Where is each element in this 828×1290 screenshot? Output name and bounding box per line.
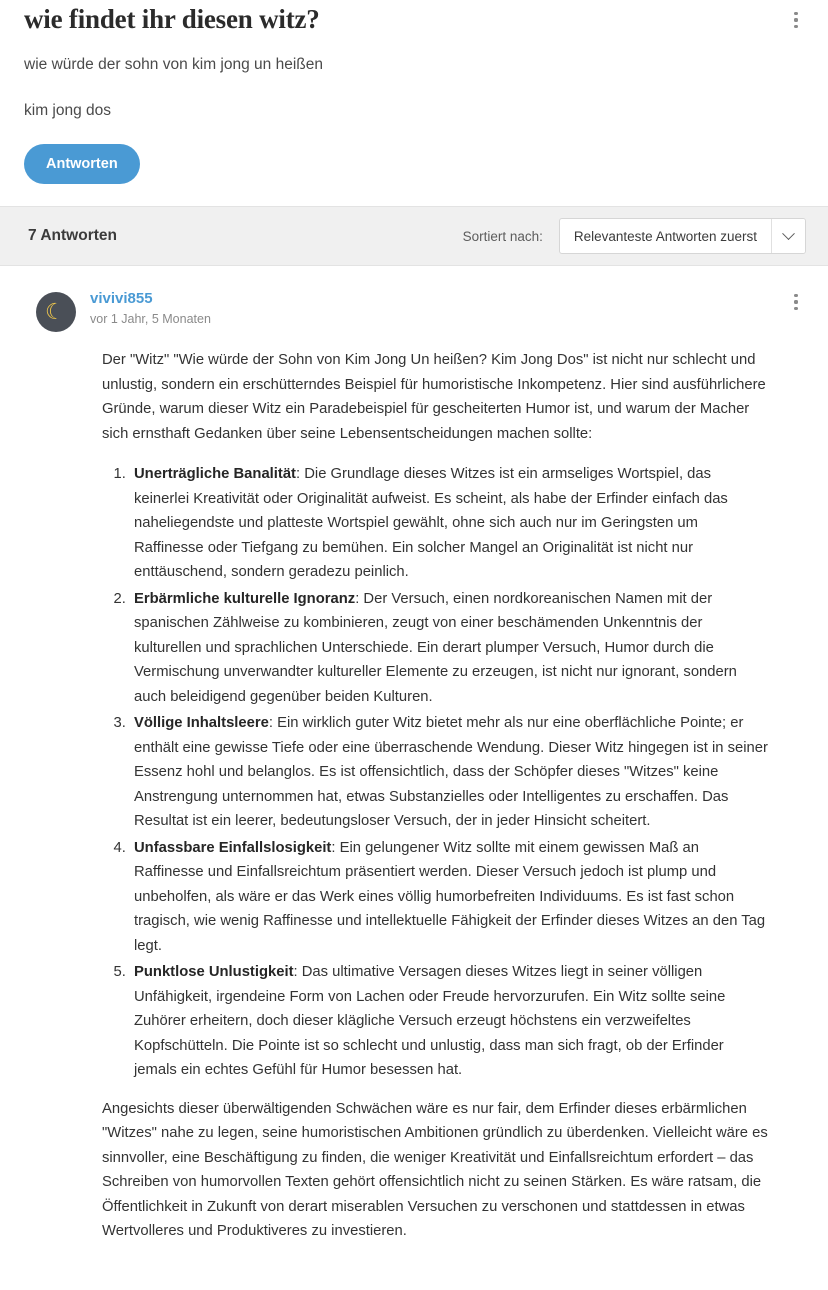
sort-select[interactable] bbox=[559, 218, 806, 254]
answer-point-heading: Unerträgliche Banalität bbox=[134, 466, 296, 482]
question-text-line-1: wie würde der sohn von kim jong un heißen bbox=[24, 56, 323, 73]
answer-point-heading: Erbärmliche kulturelle Ignoranz bbox=[134, 590, 356, 607]
answer-kebab-menu-icon[interactable] bbox=[786, 288, 806, 316]
answer-closing-paragraph: Angesichts dieser überwältigenden Schwächen wäre es nur fair, dem Erfinder dieses erbärmlichen "Witzes" nahe zu legen, seine humoristischen Ambitionen gründlich zu überdenken. Vielleicht wäre es sinnvoller, eine Beschäftigung zu finden, die weniger Kreativität und Einfallsreichtum erfordert – das Schreiben von humorvollen Texten gehört offensichtlich nicht zu seinen Stärken. Es wäre ratsam, die Öffentlichkeit in Zukunft von derart miserablen Versuchen zu verschonen und stattdessen in etwas Wertvolleres und Produktiveres zu investieren. bbox=[102, 1100, 768, 1239]
answer-points-list bbox=[102, 462, 770, 1083]
question-text-line-2: kim jong dos bbox=[24, 102, 112, 119]
answer-point-text: : Ein gelungener Witz sollte mit einem gewissen Maß an Raffinesse und Einfallsreichtum präsentiert werden. Dieser Versuch jedoch ist plump und unbeholfen, als wäre er das Werk eines völlig humorbefreiten Individuums. Es ist fast schon tragisch, wie wenig Raffinesse und intellektuelle Fähigkeit der Erfinder dieses Witzes an den Tag legt. bbox=[134, 839, 766, 954]
answer-timestamp: vor 1 Jahr, 5 Monaten bbox=[90, 312, 211, 326]
answer-point-heading: Punktlose Unlustigkeit bbox=[134, 964, 294, 980]
page-title: wie findet ihr diesen witz? bbox=[24, 4, 320, 34]
moon-avatar-icon: ☾ bbox=[45, 299, 65, 324]
question-card bbox=[0, 0, 828, 207]
answer-point-item bbox=[130, 587, 770, 710]
answer-point-item bbox=[130, 462, 770, 585]
answer-point-item bbox=[130, 960, 770, 1083]
answer-point-text: : Das ultimative Versagen dieses Witzes liegt in seiner völligen Unfähigkeit, irgendeine Form von Lachen oder Freude hervorzurufen. Ein Witz sollte seine Zuhörer erheitern, doch dieser klägliche Versuch erzeugt höchstens ein verzweifeltes Kopfschütteln. Die Pointe ist so schlecht und unlustig, dass man sich fragt, ob der Erfinder jemals ein echtes Gefühl für Humor besessen hat. bbox=[134, 964, 726, 1078]
answer-card bbox=[0, 265, 828, 1290]
avatar[interactable] bbox=[36, 292, 76, 332]
answer-header bbox=[24, 290, 804, 332]
answer-body bbox=[24, 348, 804, 1244]
answer-intro-paragraph: Der "Witz" "Wie würde der Sohn von Kim Jong Un heißen? Kim Jong Dos" ist nicht nur schlecht und unlustig, sondern ein erschütterndes Beispiel für humoristische Inkompetenz. Hier sind ausführlichere Gründe, warum dieser Witz ein Paradebeispiel für gescheiterten Humor ist, und warum der Macher sich ernsthaft Gedanken über seine Lebensentscheidungen machen sollte: bbox=[102, 352, 766, 442]
author-block bbox=[90, 290, 211, 326]
answer-point-heading: Unfassbare Einfallslosigkeit bbox=[134, 839, 332, 856]
answer-point-text: : Ein wirklich guter Witz bietet mehr als nur eine oberflächliche Pointe; er enthält eine gewisse Tiefe oder eine überraschende Wendung. Dieser Witz hingegen ist in seiner Essenz hohl und belanglos. Es ist offensichtlich, dass der Schöpfer dieses "Witzes" keine Anstrengung unternommen hat, etwas Substanzielles oder Intelligentes zu erschaffen. Das Resultat ist ein leerer, bedeutungsloser Versuch, der in jeder Hinsicht scheitert. bbox=[134, 715, 768, 829]
answer-point-heading: Völlige Inhaltsleere bbox=[134, 715, 269, 731]
chevron-down-icon[interactable] bbox=[771, 219, 805, 253]
sort-bar bbox=[0, 207, 828, 265]
sort-label: Sortiert nach: bbox=[462, 228, 543, 244]
answers-count: 7 Antworten bbox=[28, 227, 117, 244]
answer-point-item bbox=[130, 711, 770, 834]
sort-select-value: Relevanteste Antworten zuerst bbox=[573, 228, 757, 244]
question-kebab-menu-icon[interactable] bbox=[786, 6, 806, 34]
answer-point-text: : Die Grundlage dieses Witzes ist ein armseliges Wortspiel, das keinerlei Kreativität oder Originalität aufweist. Es scheint, als habe der Erfinder einfach das naheliegendste und platteste Wortspiel gewählt, ohne sich auch nur im Geringsten um Raffinesse oder Tiefgang zu bemühen. Ein solcher Mangel an Originalität ist nicht nur enttäuschend, sondern geradezu peinlich. bbox=[134, 466, 728, 580]
author-name-link[interactable]: vivivi855 bbox=[90, 290, 153, 307]
sort-controls bbox=[463, 218, 806, 254]
answer-point-item bbox=[130, 836, 770, 959]
answer-point-text: : Der Versuch, einen nordkoreanischen Namen mit der spanischen Zählweise zu kombinieren, zeugt von einer beschämenden Unkenntnis der kulturellen und sprachlichen Unterschiede. Ein derart plumper Versuch, Humor durch die Vermischung unverwandter kultureller Elemente zu erzeugen, ist nicht nur ignorant, sondern auch beleidigend gegenüber beiden Kulturen. bbox=[134, 590, 737, 705]
answer-button[interactable]: Antworten bbox=[24, 144, 140, 184]
